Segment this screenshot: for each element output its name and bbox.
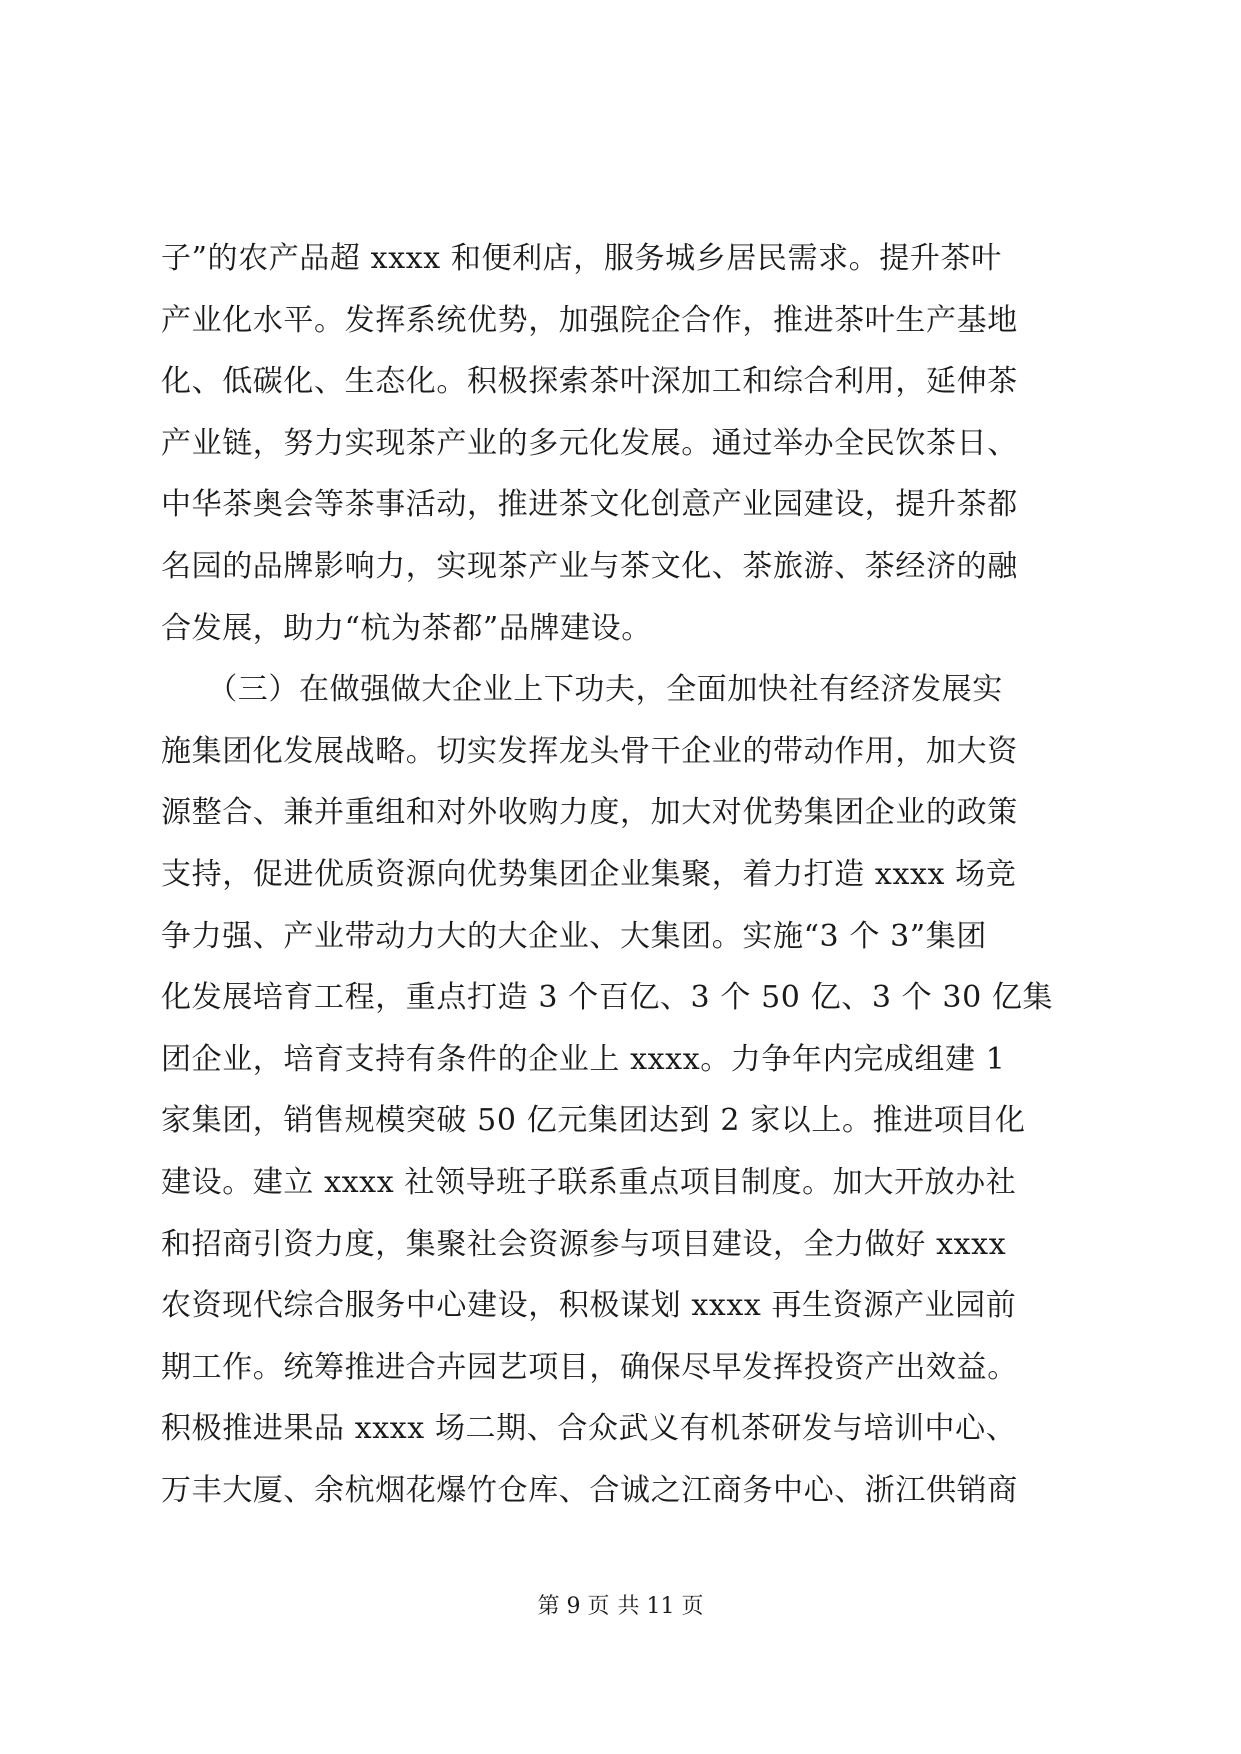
text-line: 万丰大厦、余杭烟花爆竹仓库、合诚之江商务中心、浙江供销商 <box>161 1472 1018 1508</box>
text-line: 建设。建立 xxxx 社领导班子联系重点项目制度。加大开放办社 <box>161 1164 1017 1200</box>
text-line: 子”的农产品超 xxxx 和便利店，服务城乡居民需求。提升茶叶 <box>161 241 1002 276</box>
page-total: 共 11 页 <box>617 1594 704 1619</box>
text-line: 团企业，培育支持有条件的企业上 xxxx。力争年内完成组建 1 <box>161 1041 1006 1077</box>
page-footer <box>0 1593 1241 1621</box>
text-line: 化、低碳化、生态化。积极探索茶叶深加工和综合利用，延伸茶 <box>161 364 1018 400</box>
text-line: 支持，促进优质资源向优势集团企业集聚，着力打造 xxxx 场竞 <box>161 856 1017 892</box>
text-line: 化发展培育工程，重点打造 3 个百亿、3 个 50 亿、3 个 30 亿集 <box>161 980 1054 1016</box>
text-line: 和招商引资力度，集聚社会资源参与项目建设，全力做好 xxxx <box>161 1226 1007 1262</box>
page-number: 第 9 页 <box>537 1594 610 1619</box>
text-line: 积极推进果品 xxxx 场二期、合众武义有机茶研发与培训中心、 <box>161 1411 1017 1447</box>
text-line: （三）在做强做大企业上下功夫，全面加快社有经济发展实 <box>161 672 1003 708</box>
text-line: 家集团，销售规模突破 50 亿元集团达到 2 家以上。推进项目化 <box>161 1103 1026 1139</box>
text-line: 农资现代综合服务中心建设，积极谋划 xxxx 再生资源产业园前 <box>161 1288 1017 1324</box>
text-line: 施集团化发展战略。切实发挥龙头骨干企业的带动作用，加大资 <box>161 733 1018 769</box>
text-line: 名园的品牌影响力，实现茶产业与茶文化、茶旅游、茶经济的融 <box>161 548 1018 584</box>
text-line: 产业化水平。发挥系统优势，加强院企合作，推进茶叶生产基地 <box>161 302 1018 338</box>
body-text <box>161 228 1081 1521</box>
text-line: 争力强、产业带动力大的大企业、大集团。实施“3 个 3”集团 <box>161 918 987 954</box>
text-line: 中华茶奥会等茶事活动，推进茶文化创意产业园建设，提升茶都 <box>161 487 1018 523</box>
text-line: 合发展，助力“杭为茶都”品牌建设。 <box>161 610 652 646</box>
text-line: 源整合、兼并重组和对外收购力度，加大对优势集团企业的政策 <box>161 795 1018 831</box>
text-line: 产业链，努力实现茶产业的多元化发展。通过举办全民饮茶日、 <box>161 425 1018 461</box>
text-line: 期工作。统筹推进合卉园艺项目，确保尽早发挥投资产出效益。 <box>161 1349 1018 1385</box>
